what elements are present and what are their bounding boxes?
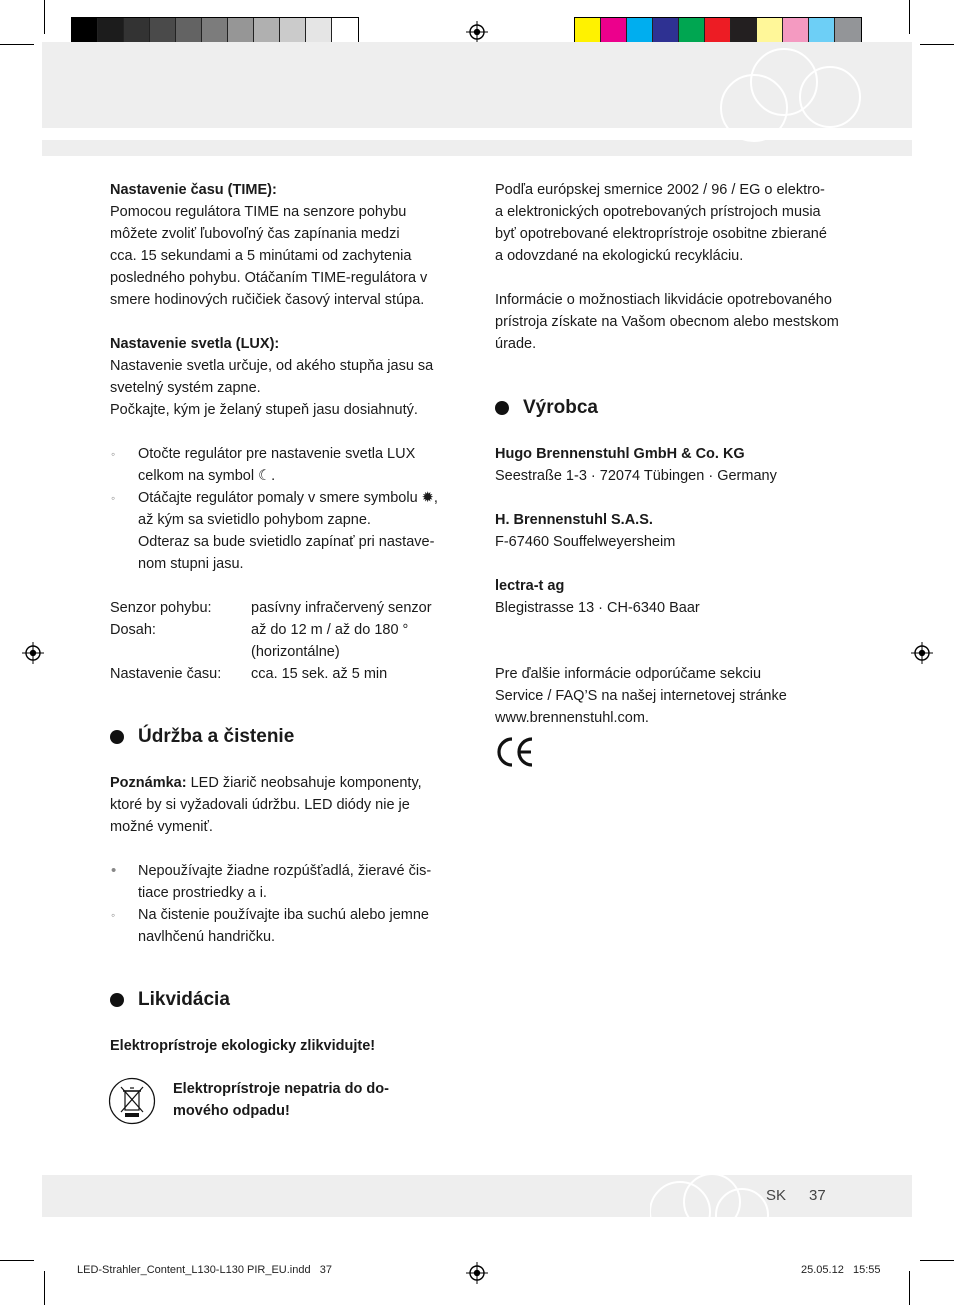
- warning-text: Elektroprístroje nepatria do do-: [173, 1081, 389, 1097]
- lux-heading: Nastavenie svetla (LUX):: [110, 336, 280, 352]
- hollow-bullet-icon: ◦: [111, 447, 116, 461]
- spec-value: až do 12 m / až do 180 °: [251, 622, 409, 638]
- manufacturer-name: Hugo Brennenstuhl GmbH & Co. KG: [495, 446, 745, 462]
- list-item-text: Otočte regulátor pre nastavenie svetla LUX: [138, 446, 416, 462]
- body-text: môžete zvoliť ľubovoľný čas zapínania medzi: [110, 226, 400, 242]
- crop-mark: [920, 44, 954, 45]
- body-text: smere hodinových ručičiek časový interval stúpa.: [110, 292, 425, 308]
- body-text: cca. 15 sekundami a 5 minútami od zachytenia: [110, 248, 412, 264]
- spec-value: pasívny infračervený senzor: [251, 600, 432, 616]
- spec-table: [110, 597, 456, 685]
- crop-mark: [0, 1260, 34, 1261]
- website-link[interactable]: www.brennenstuhl.com.: [495, 710, 649, 726]
- maintenance-heading: Údržba a čistenie: [138, 726, 295, 747]
- body-text: ktoré by si vyžadovali údržbu. LED diódy nie je: [110, 797, 410, 813]
- list-item: [110, 443, 456, 487]
- body-text: Podľa európskej smernice 2002 / 96 / EG o elektro-: [495, 182, 825, 198]
- spec-value: (horizontálne): [251, 644, 340, 660]
- disposal-heading: Likvidácia: [138, 989, 230, 1010]
- list-item-text: Otáčajte regulátor pomaly v smere symbolu ✹,: [138, 490, 438, 506]
- body-text: Pomocou regulátora TIME na senzore pohybu: [110, 204, 407, 220]
- time-heading: Nastavenie času (TIME):: [110, 182, 277, 198]
- list-item: [110, 904, 456, 948]
- registration-mark-icon: [911, 642, 933, 664]
- body-text: posledného pohybu. Otáčaním TIME-regulátora v: [110, 270, 428, 286]
- manufacturer-address: Blegistrasse 13 · CH-6340 Baar: [495, 600, 700, 616]
- registration-mark-icon: [466, 1262, 488, 1284]
- list-item-text: Nepoužívajte žiadne rozpúšťadlá, žieravé čis-: [138, 863, 432, 879]
- body-text: Nastavenie svetla určuje, od akého stupňa jasu sa: [110, 358, 434, 374]
- left-column: [110, 179, 456, 685]
- spec-value: cca. 15 sek. až 5 min: [251, 666, 388, 682]
- crop-mark: [0, 44, 34, 45]
- list-item-text: Odteraz sa bude svietidlo zapínať pri nastave-: [138, 534, 435, 550]
- manufacturer-name: lectra-t ag: [495, 578, 565, 594]
- section-bullet-icon: [110, 730, 124, 744]
- crop-mark: [44, 1271, 45, 1305]
- section-heading: [110, 722, 456, 752]
- body-text: úrade.: [495, 336, 537, 352]
- hollow-bullet-icon: ◦: [111, 908, 116, 922]
- body-text: prístroja získate na Vašom obecnom alebo mestskom: [495, 314, 839, 330]
- crossed-bin-icon: [108, 1077, 156, 1125]
- bullet-icon: •: [111, 862, 117, 879]
- registration-mark-icon: [22, 642, 44, 664]
- manufacturer-address: F-67460 Souffelweyersheim: [495, 534, 676, 550]
- section-bullet-icon: [495, 401, 509, 415]
- disposal-bold-text: Elektroprístroje ekologicky zlikvidujte!: [110, 1038, 376, 1054]
- list-item-text: tiace prostriedky a i.: [138, 885, 267, 901]
- manufacturer-name: H. Brennenstuhl S.A.S.: [495, 512, 653, 528]
- note-label: Poznámka:: [110, 775, 187, 791]
- registration-mark-icon: [466, 21, 488, 43]
- list-item: [110, 860, 456, 904]
- spec-label: Nastavenie času:: [110, 666, 222, 682]
- disposal-section: [110, 985, 456, 1057]
- list-item-text: Na čistenie používajte iba suchú alebo jemne: [138, 907, 429, 923]
- warning-text: mového odpadu!: [173, 1103, 290, 1119]
- decorative-circles-icon: [650, 1160, 770, 1217]
- page-number: 37: [809, 1187, 826, 1204]
- body-text: Service / FAQ’S na našej internetovej stránke: [495, 688, 787, 704]
- body-text: a odovzdané na ekologickú recykláciu.: [495, 248, 744, 264]
- list-item: [110, 487, 456, 575]
- body-text: možné vymeniť.: [110, 819, 213, 835]
- page-language: SK: [766, 1187, 787, 1204]
- left-column-lower: [110, 722, 456, 948]
- note-paragraph: [110, 772, 456, 794]
- note-text: LED žiarič neobsahuje komponenty,: [186, 775, 422, 791]
- crop-mark: [920, 1260, 954, 1261]
- crop-mark: [44, 0, 45, 34]
- body-text: Pre ďalšie informácie odporúčame sekciu: [495, 666, 762, 682]
- disposal-warning: [173, 1078, 458, 1122]
- list-item-text: nom stupni jasu.: [138, 556, 244, 572]
- manufacturer-address: Seestraße 1-3 · 72074 Tübingen · Germany: [495, 468, 777, 484]
- manufacturer-heading: Výrobca: [523, 397, 598, 418]
- spec-label: Senzor pohybu:: [110, 600, 212, 616]
- body-text: byť opotrebované elektroprístroje osobitne zbierané: [495, 226, 827, 242]
- section-heading: [110, 985, 456, 1015]
- hollow-bullet-icon: ◦: [111, 491, 116, 505]
- body-text: a elektronických opotrebovaných prístrojoch musia: [495, 204, 821, 220]
- list-item-text: celkom na symbol ☾.: [138, 468, 276, 484]
- ce-mark-icon: [494, 736, 536, 768]
- print-timestamp: 25.05.12 15:55: [801, 1264, 881, 1276]
- body-text: svetelný systém zapne.: [110, 380, 261, 396]
- crop-mark: [909, 1271, 910, 1305]
- manufacturer-section: [495, 393, 845, 729]
- crop-mark: [909, 0, 910, 34]
- decorative-circles-icon: [712, 42, 872, 162]
- body-text: Informácie o možnostiach likvidácie opotrebovaného: [495, 292, 832, 308]
- list-item-text: navlhčenú handričku.: [138, 929, 276, 945]
- section-heading: [495, 393, 845, 423]
- list-item-text: až kým sa svietidlo pohybom zapne.: [138, 512, 371, 528]
- section-bullet-icon: [110, 993, 124, 1007]
- file-slug: LED-Strahler_Content_L130-L130 PIR_EU.indd 37: [77, 1264, 332, 1276]
- spec-label: Dosah:: [110, 622, 156, 638]
- right-column: [495, 179, 845, 355]
- body-text: Počkajte, kým je želaný stupeň jasu dosiahnutý.: [110, 402, 418, 418]
